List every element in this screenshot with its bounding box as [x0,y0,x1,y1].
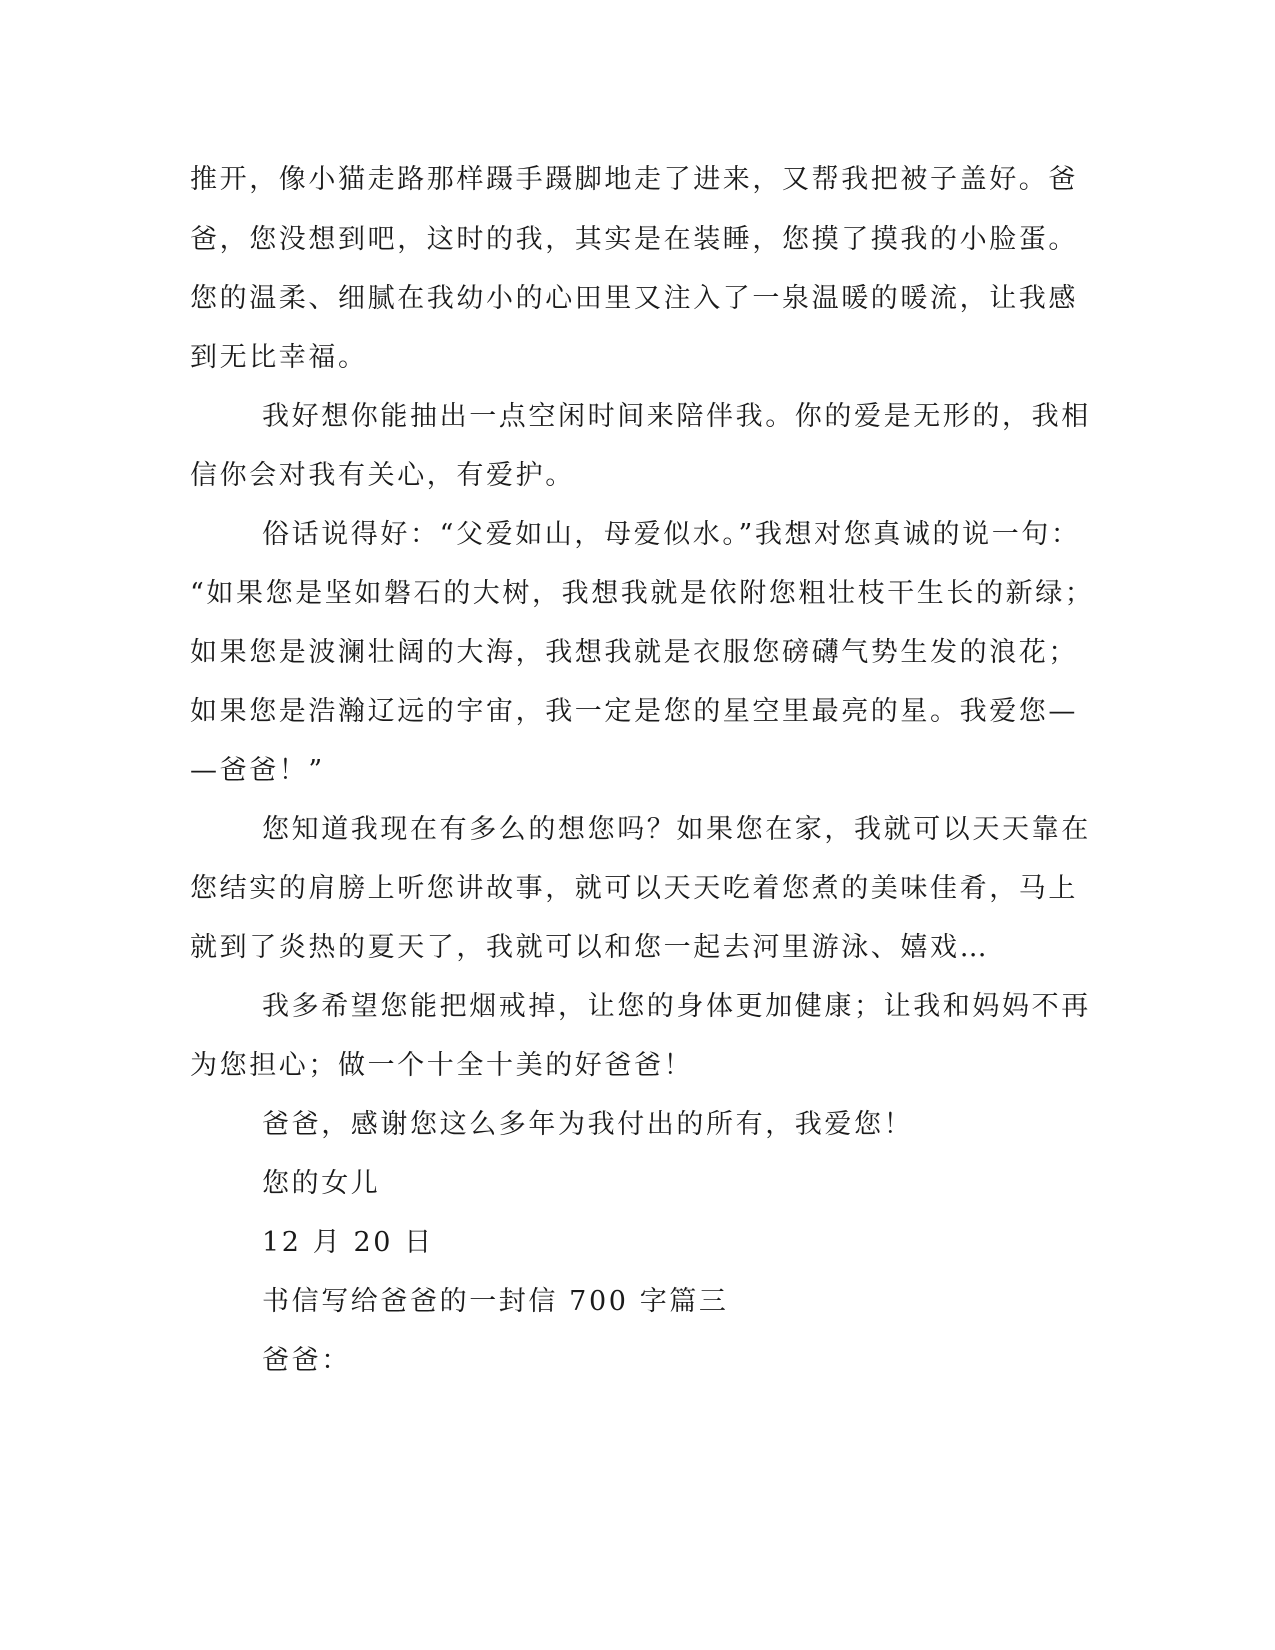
text-line: 爸，您没想到吧，这时的我，其实是在装睡，您摸了摸我的小脸蛋。 [190,224,1078,255]
closing-line: 爸爸，感谢您这么多年为我付出的所有，我爱您！ [262,1109,914,1140]
paragraph-first-line: 我多希望您能把烟戒掉，让您的身体更加健康；让我和妈妈不再 [262,991,1091,1022]
signature: 您的女儿 [262,1168,381,1199]
text-line: “如果您是坚如磐石的大树，我想我就是依附您粗壮枝干生长的新绿； [190,578,1095,609]
date: 12 月 20 日 [262,1227,434,1258]
text-line: 为您担心；做一个十全十美的好爸爸！ [190,1050,694,1081]
text-line: 推开，像小猫走路那样蹑手蹑脚地走了进来，又帮我把被子盖好。爸 [190,164,1078,195]
salutation: 爸爸： [262,1345,351,1376]
paragraph-first-line: 俗话说得好：“父爱如山，母爱似水。”我想对您真诚的说一句： [262,519,1081,550]
text-line: 就到了炎热的夏天了，我就可以和您一起去河里游泳、嬉戏… [190,932,990,963]
text-line: 如果您是浩瀚辽远的宇宙，我一定是您的星空里最亮的星。我爱您— [190,696,1078,727]
text-line: 您结实的肩膀上听您讲故事，就可以天天吃着您煮的美味佳肴，马上 [190,873,1078,904]
paragraph-first-line: 您知道我现在有多么的想您吗？如果您在家，我就可以天天靠在 [262,814,1091,845]
text-line: 您的温柔、细腻在我幼小的心田里又注入了一泉温暖的暖流，让我感 [190,283,1078,314]
section-heading: 书信写给爸爸的一封信 700 字篇三 [262,1286,729,1317]
text-line: 如果您是波澜壮阔的大海，我想我就是衣服您磅礴气势生发的浪花； [190,637,1078,668]
text-line: 到无比幸福。 [190,342,368,373]
paragraph-first-line: 我好想你能抽出一点空闲时间来陪伴我。你的爱是无形的，我相 [262,401,1091,432]
text-line: —爸爸！” [190,755,325,786]
text-line: 信你会对我有关心，有爱护。 [190,460,575,491]
